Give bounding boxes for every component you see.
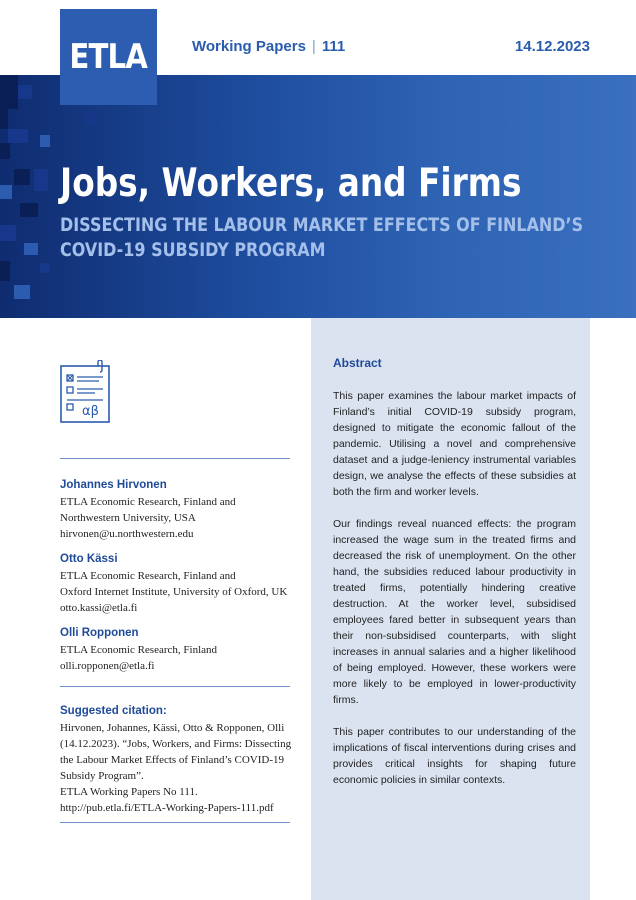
citation-url: http://pub.etla.fi/ETLA-Working-Papers-111.pdf (60, 802, 274, 814)
suggested-citation: Suggested citation: Hirvonen, Johannes, Kässi, Otto & Ropponen, Olli (14.12.2023). “Jobs, Workers, and Firms: Dissecting the Labour Market Effects of Finland’s COVID-19 Subsidy Program”. ETLA Working Papers No 111. http://pub.etla.fi/ETLA-Working-Papers-111.pdf (60, 702, 300, 816)
series-label: Working Papers | 111 (192, 38, 346, 55)
author-email: olli.ropponen@etla.fi (60, 660, 155, 672)
document-alpha-beta-icon (60, 360, 112, 424)
abstract-paragraph: Our findings reveal nuanced effects: the program increased the wage sum in the treated firms and decreased the risk of unemployment. On the other hand, the subsidies reduced labour productivity in treated firms, potentially hindering creative destruction. At the worker level, subsidised employees fared better in subsequent years than their non-subsidised counterparts, with slight increases in annual salaries and a higher likelihood of being employed. However, these workers were more likely to be employed in lower-productivity firms. (333, 518, 576, 706)
divider (60, 822, 290, 823)
divider (60, 458, 290, 459)
author-affiliation: Northwestern University, USA (60, 512, 196, 524)
paper-title: Jobs, Workers, and Firms (60, 161, 522, 206)
abstract-paragraph: This paper examines the labour market impacts of Finland’s initial COVID-19 subsidy program, designed to mitigate the economic fallout of the pandemic. Utilising a novel and comprehensive dataset and a judge-leniency instrumental variables design, we analyse the effects of these subsidies at both the firm and worker levels. (333, 390, 576, 498)
author-block (60, 550, 287, 616)
author-name: Olli Ropponen (60, 627, 139, 639)
etla-logo (60, 9, 157, 105)
author-affiliation: ETLA Economic Research, Finland (60, 644, 218, 656)
paper-number: 111 (321, 38, 346, 55)
author-name: Johannes Hirvonen (60, 479, 167, 491)
author-email: hirvonen@u.northwestern.edu (60, 528, 194, 540)
author-block (60, 624, 217, 674)
publication-date: 14.12.2023 (514, 38, 590, 55)
author-block (60, 476, 236, 542)
paper-subtitle: DISSECTING THE LABOUR MARKET EFFECTS OF FINLAND’S COVID-19 SUBSIDY PROGRAM (60, 214, 584, 261)
svg-text:αβ: αβ (82, 404, 99, 419)
author-affiliation: Oxford Internet Institute, University of Oxford, UK (60, 586, 288, 598)
citation-heading: Suggested citation: (60, 705, 167, 717)
author-affiliation: ETLA Economic Research, Finland and (60, 570, 236, 582)
abstract-heading: Abstract (333, 356, 382, 370)
author-name: Otto Kässi (60, 553, 118, 565)
abstract-text (333, 388, 576, 804)
divider (60, 686, 290, 687)
author-affiliation: ETLA Economic Research, Finland and (60, 496, 236, 508)
author-email: otto.kassi@etla.fi (60, 602, 138, 614)
logo-text: ETLA (69, 37, 148, 77)
abstract-paragraph: This paper contributes to our understanding of the implications of fiscal interventions during crises and provides critical insights for shaping future economic policies in similar contexts. (333, 726, 576, 786)
